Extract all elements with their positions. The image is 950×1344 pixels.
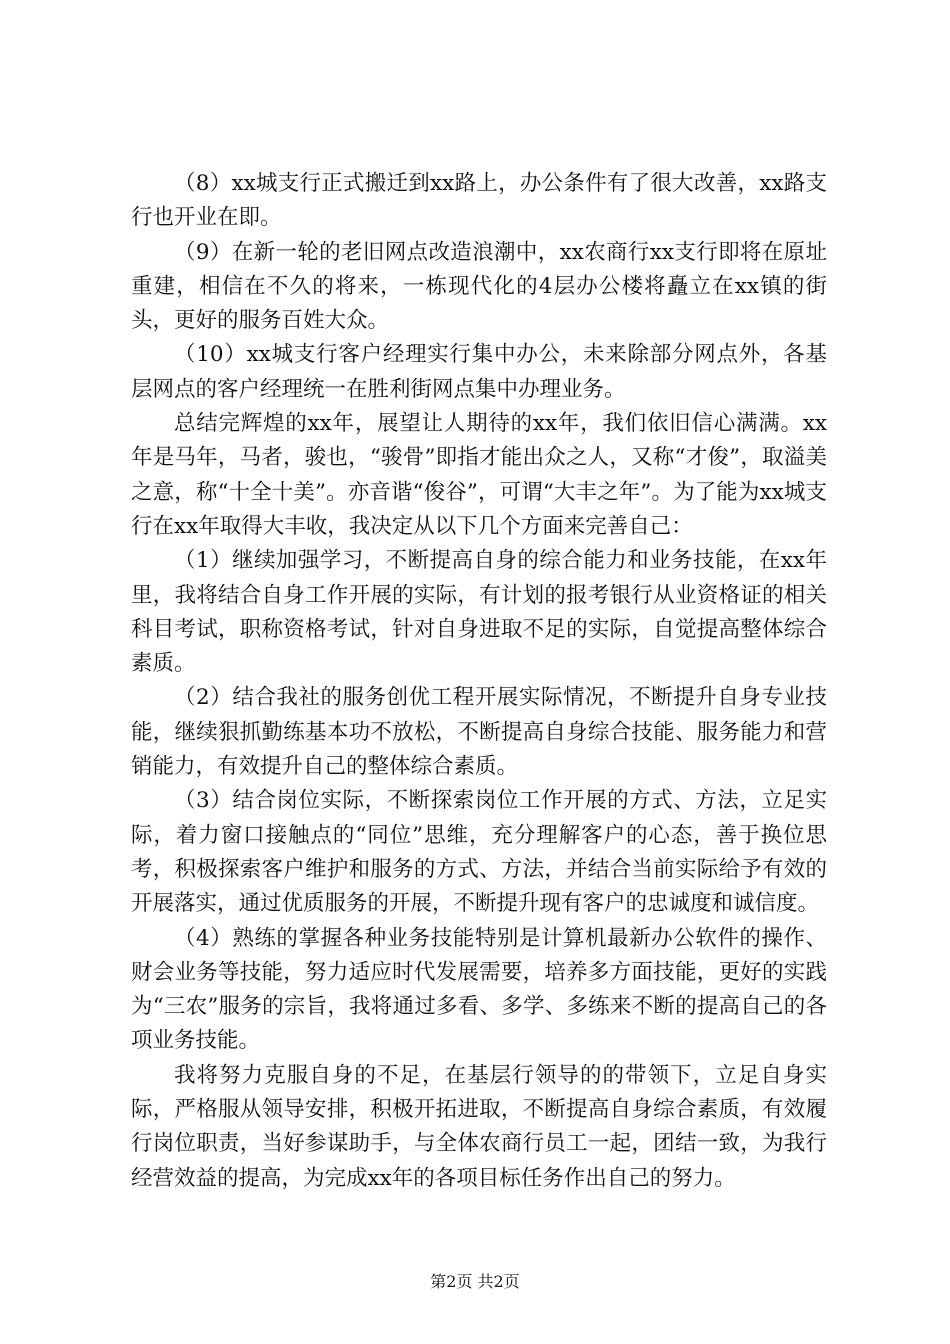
- paragraph-plan-4: （4）熟练的掌握各种业务技能特别是计算机最新办公软件的操作、财会业务等技能，努力适应时代发展需要，培养多方面技能，更好的实践为“三农”服务的宗旨，我将通过多看、多学、多练来不断的提高自己的各项业务技能。: [131, 925, 827, 1054]
- document-body: [131, 167, 827, 1196]
- paragraph-plan-2: （2）结合我社的服务创优工程开展实际情况，不断提升自身专业技能，继续狠抓勤练基本功不放松，不断提高自身综合技能、服务能力和营销能力，有效提升自己的整体综合素质。: [131, 685, 827, 780]
- paragraph-plan-3: （3）结合岗位实际，不断探索岗位工作开展的方式、方法，立足实际，着力窗口接触点的“同位”思维，充分理解客户的心态，善于换位思考，积极探索客户维护和服务的方式、方法，并结合当前实际给予有效的开展落实，通过优质服务的开展，不断提升现有客户的忠诚度和诚信度。: [131, 788, 827, 917]
- paragraph-summary: 总结完辉煌的xx年，展望让人期待的xx年，我们依旧信心满满。xx年是马年，马者，骏也，“骏骨”即指才能出众之人，又称“才俊”，取溢美之意，称“十全十美”。亦音谐“俊谷”，可谓“大丰之年”。为了能为xx城支行在xx年取得大丰收，我决定从以下几个方面来完善自己：: [131, 411, 827, 539]
- paragraph-conclusion: 我将努力克服自身的不足，在基层行领导的的带领下，立足自身实际，严格服从领导安排，积极开拓进取，不断提高自身综合素质，有效履行岗位职责，当好参谋助手，与全体农商行员工一起，团结一致，为我行经营效益的提高，为完成xx年的各项目标任务作出自己的努力。: [131, 1062, 827, 1191]
- paragraph-item-9: （9）在新一轮的老旧网点改造浪潮中，xx农商行xx支行即将在原址重建，相信在不久的将来，一栋现代化的4层办公楼将矗立在xx镇的街头，更好的服务百姓大众。: [131, 239, 827, 334]
- paragraph-item-8: （8）xx城支行正式搬迁到xx路上，办公条件有了很大改善，xx路支行也开业在即。: [131, 171, 827, 231]
- paragraph-item-10: （10）xx城支行客户经理实行集中办公，未来除部分网点外，各基层网点的客户经理统一在胜利街网点集中办理业务。: [131, 342, 827, 402]
- page-number-footer: 第2页 共2页: [430, 1272, 520, 1291]
- paragraph-plan-1: （1）继续加强学习，不断提高自身的综合能力和业务技能，在xx年里，我将结合自身工作开展的实际，有计划的报考银行从业资格证的相关科目考试，职称资格考试，针对自身进取不足的实际，自觉提高整体综合素质。: [131, 548, 827, 677]
